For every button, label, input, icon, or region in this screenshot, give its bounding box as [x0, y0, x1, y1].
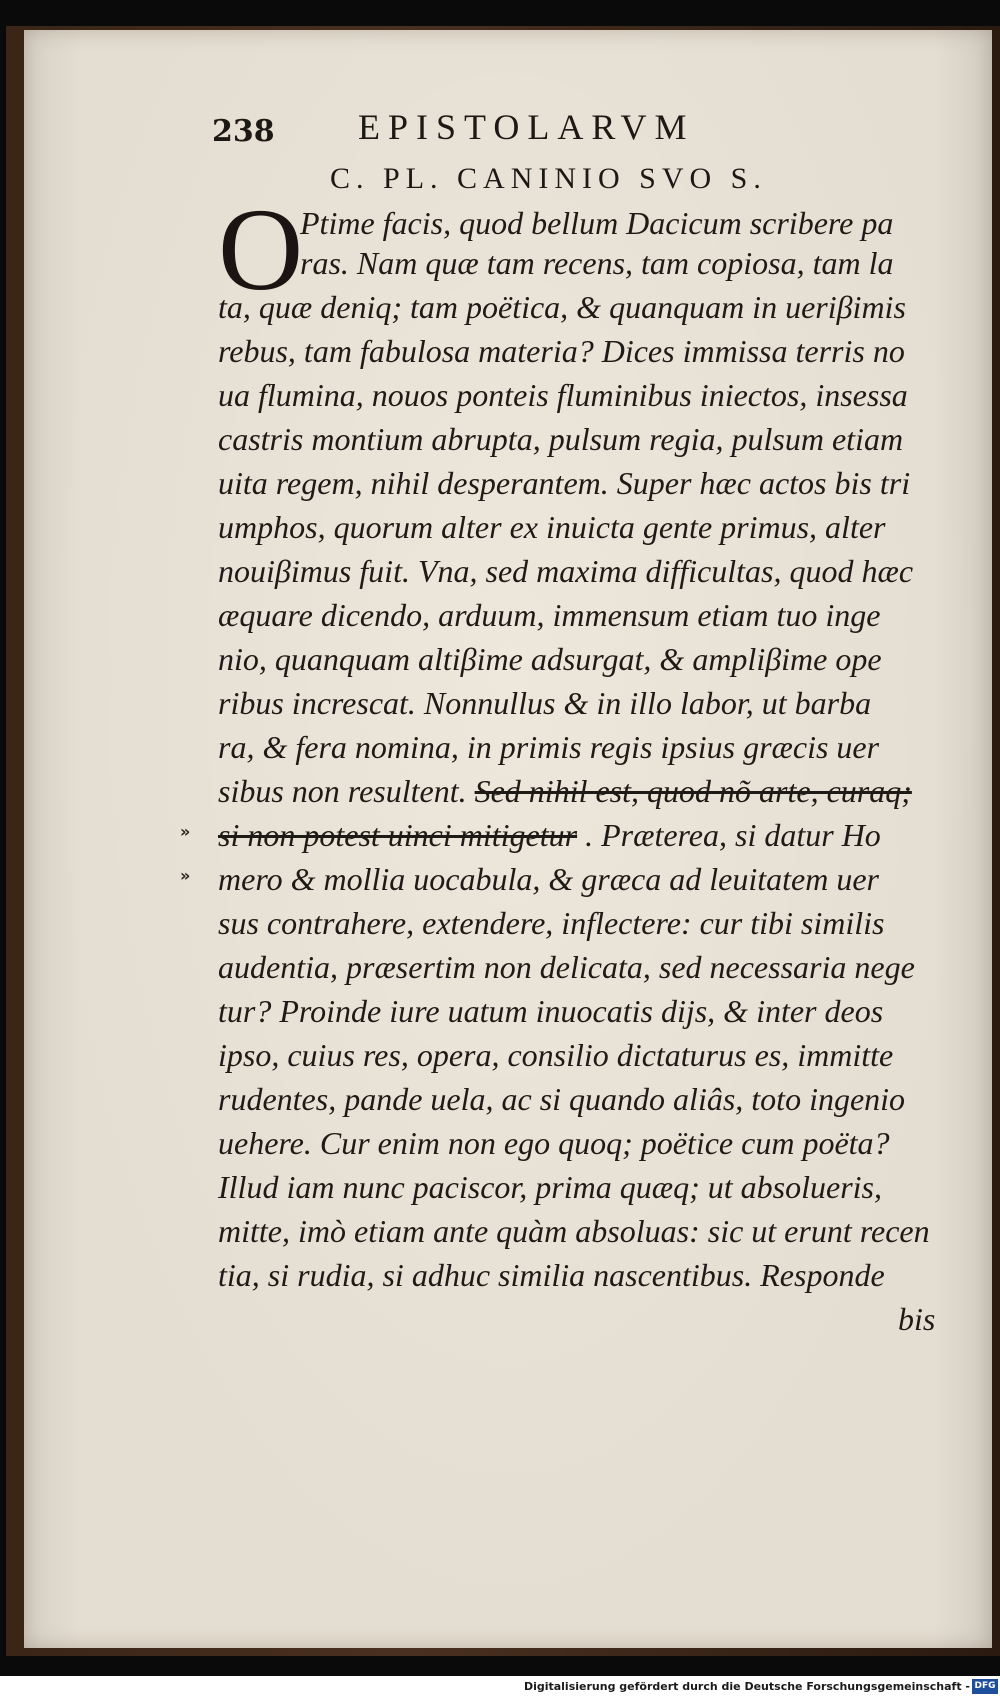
text-line: ras. Nam quæ tam recens, tam copiosa, tam la — [300, 245, 894, 281]
text-line: ribus increscat. Nonnullus & in illo labor, ut barba — [218, 685, 872, 721]
text-line: tia, si rudia, si adhuc similia nascentibus. Responde — [218, 1257, 885, 1293]
text-line: nio, quanquam altiβime adsurgat, & ampliβime ope — [218, 641, 882, 677]
margin-mark: » — [180, 866, 191, 885]
margin-mark: » — [180, 822, 191, 841]
text-line-start: sibus non resultent. — [218, 773, 467, 809]
text-line: tur? Proinde iure uatum inuocatis dijs, & inter deos — [218, 993, 884, 1029]
text-line: umphos, quorum alter ex inuicta gente primus, alter — [218, 509, 886, 545]
text-line: uehere. Cur enim non ego quoq; poëtice cum poëta? — [218, 1125, 890, 1161]
text-line: æquare dicendo, arduum, immensum etiam tuo inge — [218, 597, 881, 633]
text-line: ua flumina, nouos ponteis fluminibus iniectos, insessa — [218, 377, 908, 413]
text-line: rudentes, pande uela, ac si quando aliâs, toto ingenio — [218, 1081, 906, 1117]
text-line: Illud iam nunc paciscor, prima quæq; ut absolueris, — [218, 1169, 882, 1205]
text-line: nouiβimus fuit. Vna, sed maxima difficultas, quod hæc — [218, 553, 914, 589]
text-line: rebus, tam fabulosa materia? Dices immissa terris no — [218, 333, 905, 369]
footer-credit: Digitalisierung gefördert durch die Deutsche Forschungsgemeinschaft - — [523, 1680, 970, 1693]
struck-text: si non potest uinci mitigetur — [218, 817, 578, 853]
text-line: sus contrahere, extendere, inflectere: cur tibi similis — [218, 905, 885, 941]
text-line: castris montium abrupta, pulsum regia, pulsum etiam — [218, 421, 904, 457]
page-number: 238 — [212, 114, 275, 149]
footer-bar — [0, 1676, 1000, 1700]
running-head: EPISTOLARVM — [358, 107, 695, 147]
text-line: mero & mollia uocabula, & græca ad leuitatem uer — [218, 861, 879, 897]
text-line: audentia, præsertim non delicata, sed necessaria nege — [218, 949, 915, 985]
struck-text: Sed nihil est, quod nõ arte, curaq; — [474, 773, 912, 809]
catchword: bis — [898, 1301, 936, 1337]
dfg-logo: DFG — [972, 1679, 998, 1694]
text-line: ta, quæ deniq; tam poëtica, & quanquam in ueriβimis — [218, 289, 906, 325]
text-line: ipso, cuius res, opera, consilio dictaturus es, immitte — [218, 1037, 894, 1073]
page-header — [190, 92, 770, 152]
text-line: ra, & fera nomina, in primis regis ipsius græcis uer — [218, 729, 880, 765]
text-line: mitte, imò etiam ante quàm absoluas: sic ut erunt recen — [218, 1213, 930, 1249]
text-line: Ptime facis, quod bellum Dacicum scribere pa — [300, 205, 894, 241]
text-line: uita regem, nihil desperantem. Super hæc actos bis tri — [218, 465, 911, 501]
drop-cap: O — [218, 184, 304, 315]
text-line-rest: . Præterea, si datur Ho — [585, 817, 881, 853]
letter-heading: C. PL. CANINIO SVO S. — [330, 162, 767, 195]
